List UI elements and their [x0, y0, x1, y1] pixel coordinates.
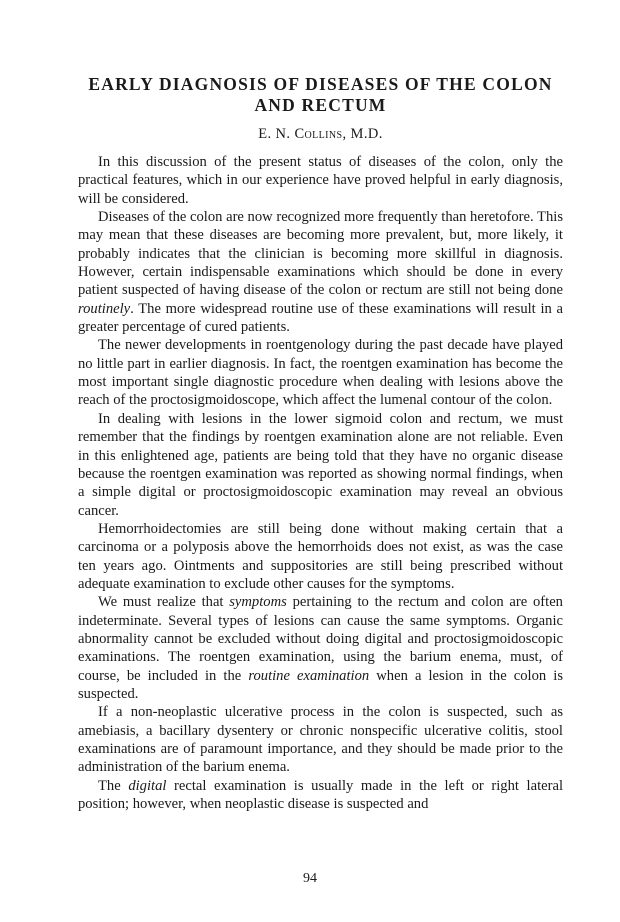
- body-paragraph: [78, 153, 563, 208]
- body-paragraph: [78, 703, 563, 776]
- text-run: Hemorrhoidectomies are still being done without making certain that a carcinoma or a polyposis above the hemorrhoids does not exist, as was the case ten years ago. Ointments and suppositories are still being prescribed without adequate examination to exclude other causes for the symptoms.: [78, 520, 563, 592]
- body-paragraph: [78, 520, 563, 593]
- italic-emphasis: digital: [128, 777, 167, 794]
- body-paragraph: [78, 336, 563, 409]
- author-byline: [78, 125, 563, 143]
- text-run: rectal examination is usually made in the left or right lateral position; however, when neoplastic disease is suspected and: [78, 777, 564, 813]
- italic-emphasis: symptoms: [229, 594, 287, 611]
- body-paragraph: [78, 410, 563, 520]
- title-line-1: EARLY DIAGNOSIS OF DISEASES OF THE COLON: [88, 74, 553, 94]
- text-run: when a lesion in the colon is suspected.: [78, 667, 564, 702]
- text-run: The newer developments in roentgenology during the past decade have played no little part in earlier diagnosis. In fact, the roentgen examination has become the most important single diagnostic procedure when dealing with lesions above the reach of the proctosigmoidoscope, which affect the lumenal contour of the colon.: [78, 337, 563, 409]
- page-number: 94: [303, 871, 317, 886]
- author-surname: Collins: [294, 126, 343, 142]
- body-paragraph: [78, 208, 563, 336]
- text-run: If a non-neoplastic ulcerative process in the colon is suspected, such as amebiasis, a bacillary dysentery or chronic nonspecific ulcerative colitis, stool examinations are of paramount importance, and they should be made prior to the administration of the barium enema.: [78, 704, 563, 776]
- text-run: In this discussion of the present status of diseases of the colon, only the practical features, which in our experience have proved helpful in early diagnosis, will be considered.: [78, 154, 563, 207]
- article-title: [78, 0, 563, 116]
- author-degree: , M.D.: [342, 126, 383, 142]
- italic-emphasis: routinely: [78, 300, 131, 317]
- author-initials: E. N.: [258, 126, 295, 142]
- text-run: In dealing with lesions in the lower sigmoid colon and rectum, we must remember that the findings by roentgen examination alone are not reliable. Even in this enlightened age, patients are being told that they have no organic disease because the roentgen examination was reported as showing normal findings, when a simple digital or proctosigmoidoscopic examination may reveal an obvious cancer.: [78, 410, 563, 519]
- text-run: . The more widespread routine use of these examinations will result in a greater percentage of cured patients.: [78, 300, 563, 336]
- body-paragraph: [78, 777, 563, 814]
- text-run: The: [98, 777, 129, 794]
- text-run: Diseases of the colon are now recognized more frequently than heretofore. This may mean that these diseases are becoming more prevalent, but, more likely, it probably indicates that the clinician is becoming more skillful in diagnosis. However, certain indispensable examinations which should be done in every patient suspected of having disease of the colon or rectum are still not being done: [78, 209, 563, 299]
- italic-emphasis: routine examination: [248, 667, 370, 684]
- title-line-2: AND RECTUM: [254, 95, 387, 115]
- body-paragraph: [78, 593, 563, 703]
- text-run: We must realize that: [98, 594, 230, 611]
- article-body: [78, 153, 563, 813]
- text-run: pertaining to the rectum and colon are often indeterminate. Several types of lesions can cause the same symptoms. Organic abnormality cannot be excluded without doing digital and proctosigmoidoscopic examinations. The roentgen examination, using the barium enema, must, of course, be included in the: [78, 594, 563, 684]
